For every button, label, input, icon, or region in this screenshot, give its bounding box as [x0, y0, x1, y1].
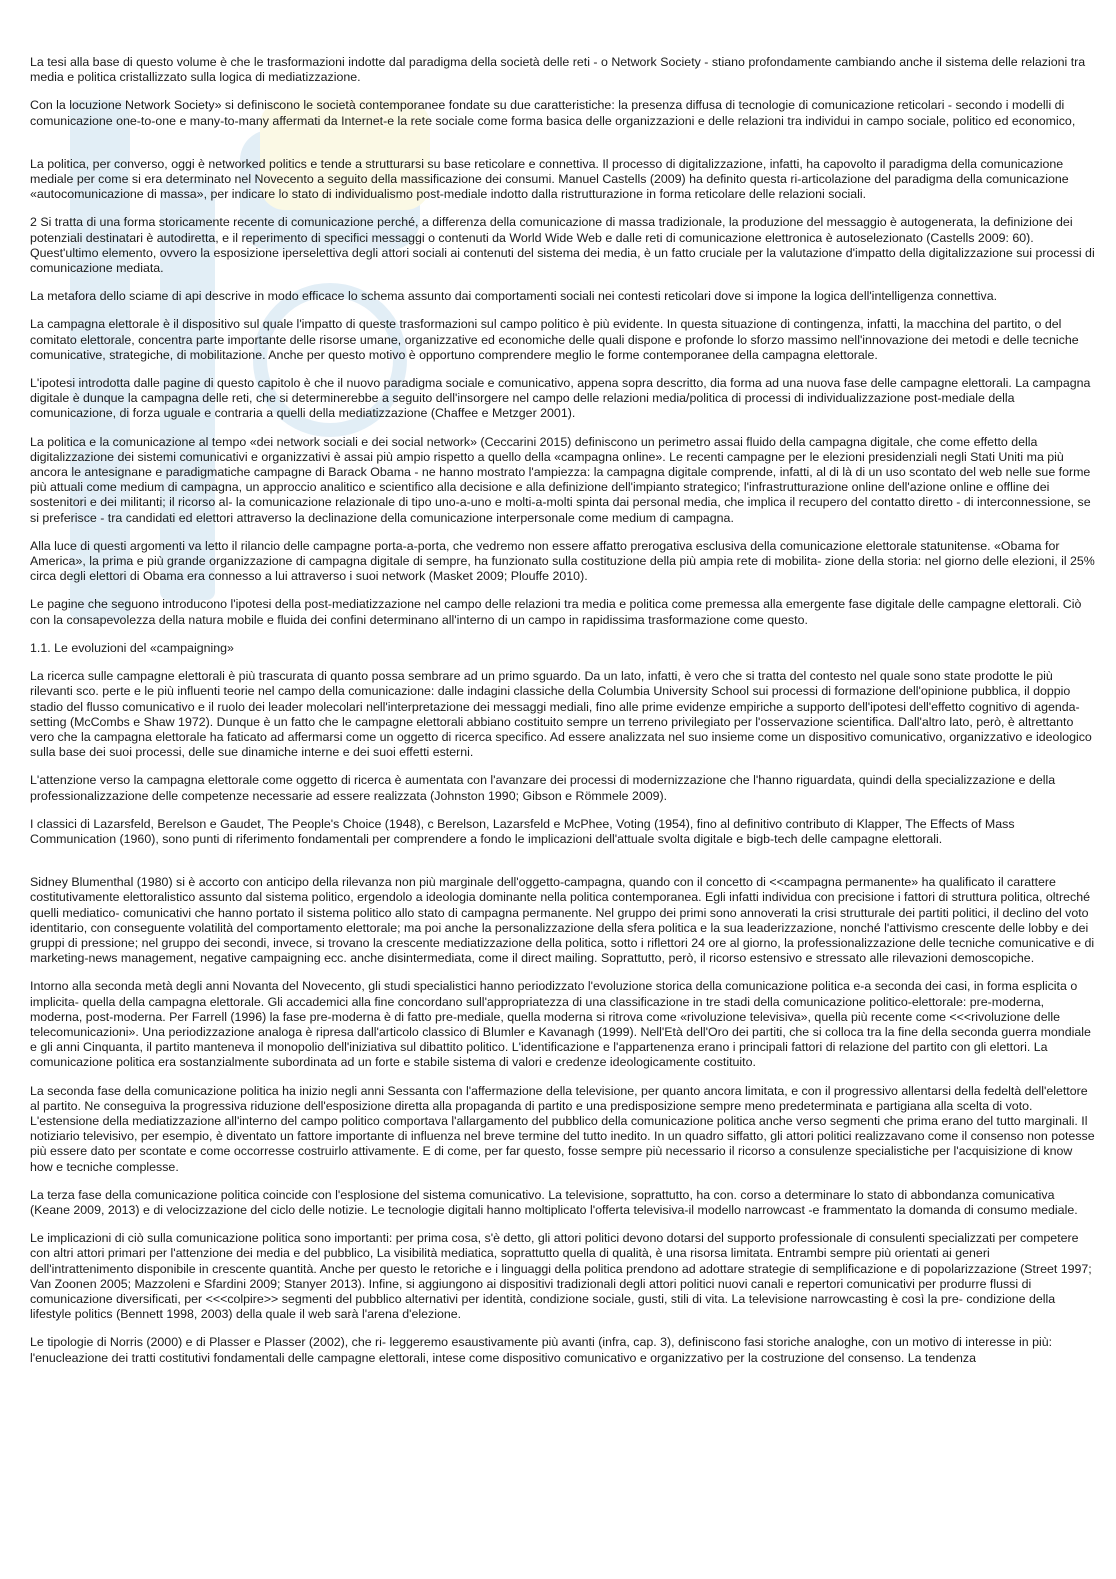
paragraph: Alla luce di questi argomenti va letto il rilancio delle campagne porta-a-porta, che vedremo non essere affatto prerogativa esclusiva della comunicazione elettorale statunitense. «Obama for America», la prima e più grande organizzazione di campagna digitale di sempre, ha funzionato sulla costituzione della più ampia rete di mobilita- zione della storia: nel giorno delle elezioni, il 25% circa degli elettori di Obama era connesso a lui attraverso i suoi network (Masket 2009; Plouffe 2010).	[30, 538, 1095, 584]
paragraph: L'ipotesi introdotta dalle pagine di questo capitolo è che il nuovo paradigma sociale e comunicativo, appena sopra descritto, dia forma ad una nuova fase delle campagne elettorali. La campagna digitale è dunque la campagna delle reti, che si determinerebbe a seguito dell'insorgere nel campo delle relazioni media/politica di processi di individualizzazione post-mediale della comunicazione, di forza uguale e contraria a quelli della mediatizzazione (Chaffee e Metzger 2001).	[30, 376, 1091, 421]
paragraph: L'attenzione verso la campagna elettorale come oggetto di ricerca è aumentata con l'avanzare dei processi di modernizzazione che l'hanno riguardata, quindi della specializzazione e della professionalizzazione delle competenze necessarie ad essere realizzata (Johnston 1990; Gibson e Römmele 2009).	[30, 773, 1056, 803]
paragraph: Sidney Blumenthal (1980) si è accorto con anticipo della rilevanza non più marginale dell'oggetto-campagna, quando con il concetto di <<campagna permanente» ha qualificato il carattere costitutivamente elettoralistico assunto dal sistema politico, ergendolo a ideologia dominante nella politica contemporanea. Egli infatti individua con precisione i fattori di struttura politica, oltreché quelli mediatico- comunicativi che hanno portato il sistema politico allo stato di campagna permanente. Nel gruppo dei primi sono annoverati la crisi strutturale dei partiti politici, il declino del voto identitario, con conseguente volatilità del comportamento elettorale; ma poi anche la personalizzazione della sfera politica e la sua leaderizzazione, nonché l'attivismo crescente delle lobby e dei gruppi di pressione; nel gruppo dei secondi, invece, si trovano la crescente mediatizzazione della politica, sotto i riflettori 24 ore al giorno, la professionalizzazione delle tecniche comunicative e di marketing-news management, negative campaigning ecc. anche disintermediata, come il direct mailing. Soprattutto, però, il ricorso estensivo e stressato alle rilevazioni demoscopiche.	[30, 875, 1095, 966]
paragraph: La politica, per converso, oggi è networked politics e tende a strutturarsi su base reticolare e connettiva. Il processo di digitalizzazione, infatti, ha capovolto il paradigma della comunicazione mediale per come si era determinato nel Novecento a seguito della massificazione dei consumi. Manuel Castells (2009) ha definito questa ri-articolazione del paradigma della comunicazione «autocomunicazione di massa», per indicare lo stato di individualismo post-mediale indotto dalla ristrutturazione in forma reticolare delle relazioni sociali.	[30, 156, 1069, 202]
section-heading: 1.1. Le evoluzioni del «campaigning»	[30, 640, 234, 655]
paragraph: Intorno alla seconda metà degli anni Novanta del Novecento, gli studi specialistici hanno periodizzato l'evoluzione storica della comunicazione politica e-a seconda dei casi, in forma esplicita o implicita- quella della campagna elettorale. Gli accademici alla fine concordano sull'appropriatezza di una classificazione in tre stadi della comunicazione politico-elettorale: pre-moderna, moderna, post-moderna. Per Farrell (1996) la fase pre-moderna è di fatto pre-mediale, quella moderna si ritrova come «rivoluzione televisiva», quella più recente come <<<rivoluzione delle telecomunicazioni». Una periodizzazione analoga è ripresa dall'articolo classico di Blumler e Kavanagh (1999). Nell'Età dell'Oro dei partiti, che si colloca tra la fine della seconda guerra mondiale e gli anni Cinquanta, il partito manteneva il monopolio dell'iniziativa sul dibattito politico. L'identificazione e l'appartenenza erano i principali fattori di relazione del partito con gli elettori. La comunicazione politica era sostanzialmente subordinata ad un forte e stabile sistema di valori e credenze ideologicamente costituito.	[30, 979, 1091, 1070]
paragraph: La ricerca sulle campagne elettorali è più trascurata di quanto possa sembrare ad un primo sguardo. Da un lato, infatti, è vero che si tratta del contesto nel quale sono state prodotte le più rilevanti sco. perte e le più influenti teorie nel campo della comunicazione: dalle indagini classiche della Columbia University School sui processi di formazione dell'opinione pubblica, il doppio stadio del flusso comunicativo e il ruolo dei leader molecolari nell'interpretazione dei messaggi mediali, fino alle prime evidenze empiriche a supporto dell'ipotesi dell'effetto cognitivo di agenda-setting (McCombs e Shaw 1972). Dunque è un fatto che le campagne elettorali abbiano costituito sempre un terreno privilegiato per l'osservazione scientifica. Dall'altro lato, però, è altrettanto vero che la campagna elettorale ha faticato ad affermarsi come un oggetto di ricerca specifico. Ad essere analizzata nel suo insieme come un dispositivo comunicativo, organizzativo e ideologico sulla base dei suoi processi, delle sue dinamiche interne e dei suoi effetti esterni.	[30, 669, 1092, 760]
paragraph: La terza fase della comunicazione politica coincide con l'esplosione del sistema comunicativo. La televisione, soprattutto, ha con. corso a determinare lo stato di abbondanza comunicativa (Keane 2009, 2013) e di velocizzazione del ciclo delle notizie. Le tecnologie digitali hanno moltiplicato l'offerta televisiva-il modello narrowcast -e frammentato la domanda di consumo mediale.	[30, 1187, 1078, 1217]
paragraph: La politica e la comunicazione al tempo «dei network sociali e dei social network» (Ceccarini 2015) definiscono un perimetro assai fluido della campagna digitale, che come effetto della digitalizzazione dei sistemi comunicativi e organizzativi è assai più ampio rispetto a quello della «campagna online». Le recenti campagne per le elezioni presidenziali negli Stati Uniti ma più ancora le antesignane e paradigmatiche campagne di Barack Obama - ne hanno mostrato l'ampiezza: la campagna digitale comprende, infatti, al di là di un uso scontato del web nelle sue forme più attuali come medium di campagna, un approccio analitico e scientifico alla decisione e alla definizione dell'impianto strategico; l'infrastrutturazione online dell'azione online e offline dei sostenitori e dei militanti; il ricorso al- la comunicazione relazionale di tipo uno-a-uno e molti-a-molti spinta dai personal media, che implica il recupero del contatto diretto - di interconnessione, se si preferisce - tra candidati ed elettori attraverso la declinazione della comunicazione interpersonale come medium di campagna.	[30, 434, 1091, 525]
paragraph: Le pagine che seguono introducono l'ipotesi della post-mediatizzazione nel campo delle relazioni tra media e politica come premessa alla emergente fase digitale delle campagne elettorali. Ciò con la consapevolezza della natura mobile e fluida dei confini determinano all'interno di un campo in rapidissima trasformazione come questo.	[30, 597, 1082, 627]
paragraph: La campagna elettorale è il dispositivo sul quale l'impatto di queste trasformazioni sul campo politico è più evidente. In questa situazione di contingenza, infatti, la macchina del partito, o del comitato elettorale, concentra parte importante delle risorse umane, organizzative ed economiche delle quali dispone e profonde lo sforzo massimo nell'innovazione dei metodi e delle tecniche comunicative, strategiche, di mobilitazione. Anche per questo motivo è opportuno comprendere meglio le forme contemporanee della campagna elettorale.	[30, 317, 1079, 362]
paragraph: Con la locuzione Network Society» si definiscono le società contemporanee fondate su due caratteristiche: la presenza diffusa di tecnologie di comunicazione reticolari - secondo i modelli di comunicazione one-to-one e many-to-many affermati da Internet-e la rete sociale come forma basica delle organizzazioni e delle relazioni tra individui in campo sociale, politico ed economico,	[30, 98, 1076, 128]
paragraph: 2 Si tratta di una forma storicamente recente di comunicazione perché, a differenza della comunicazione di massa tradizionale, la produzione del messaggio è autogenerata, la definizione dei potenziali destinatari è autodiretta, e il reperimento di specifici messaggi o contenuti da World Wide Web e dalle reti di comunicazione elettronica è autoselezionato (Castells 2009: 60). Quest'ultimo elemento, ovvero la esposizione iperselettiva degli attori sociali ai contenuti del sistema dei media, è un fatto cruciale per la valutazione d'impatto della digitalizzazione sui processi di comunicazione mediata.	[30, 215, 1095, 276]
paragraph: La tesi alla base di questo volume è che le trasformazioni indotte dal paradigma della società delle reti - o Network Society - stiano profondamente cambiando anche il sistema delle relazioni tra media e politica cristallizzato sulla logica di mediatizzazione.	[30, 55, 1086, 85]
paragraph: La seconda fase della comunicazione politica ha inizio negli anni Sessanta con l'affermazione della televisione, per quanto ancora limitata, e con il progressivo allentarsi della fedeltà dell'elettore al partito. Ne conseguiva la progressiva riduzione dell'esposizione diretta alla propaganda di partito e una predisposizione sempre meno predeterminata e partigiana alla scelta di voto. L'estensione della mediatizzazione all'interno del campo politico comportava l'allargamento del pubblico della comunicazione politica anche verso segmenti che prima erano del tutto marginali. Il notiziario televisivo, per esempio, è diventato un fattore importante di influenza nel breve termine del tutto inedito. In un quadro siffatto, gli attori politici realizzavano come il consenso non potesse più essere dato per scontate e come occorresse costruirlo attivamente. E di come, per far questo, fosse sempre più necessario il ricorso a consulenze specialistiche per l'acquisizione di know how e tecniche complesse.	[30, 1083, 1095, 1174]
paragraph: La metafora dello sciame di api descrive in modo efficace lo schema assunto dai comportamenti sociali nei contesti reticolari dove si impone la logica dell'intelligenza connettiva.	[30, 289, 998, 304]
paragraph: Le tipologie di Norris (2000) e di Plasser e Plasser (2002), che ri- leggeremo esaustivamente più avanti (infra, cap. 3), definiscono fasi storiche analoghe, con un motivo di interesse in più: l'enucleazione dei tratti costitutivi fondamentali delle campagne elettorali, intese come dispositivo comunicativo e organizzativo per la costruzione del consenso. La tendenza	[30, 1335, 1053, 1365]
paragraph: I classici di Lazarsfeld, Berelson e Gaudet, The People's Choice (1948), c Berelson, Lazarsfeld e McPhee, Voting (1954), fino al definitivo contributo di Klapper, The Effects of Mass Communication (1960), sono punti di riferimento fondamentali per comprendere a fondo le implicazioni dell'attuale svolta digitale e bigb-tech delle campagne elettorali.	[30, 816, 1015, 846]
paragraph: Le implicazioni di ciò sulla comunicazione politica sono importanti: per prima cosa, s'è detto, gli attori politici devono dotarsi del supporto professionale di consulenti specializzati per competere con altri attori primari per l'attenzione dei media e del pubblico, La visibilità mediatica, soprattutto quella di qualità, è una risorsa limitata. Entrambi sempre più orientati ai generi dell'intrattenimento disponibile in crescente quantità. Anche per questo le retoriche e i linguaggi della politica prendono ad adottare strategie di semplificazione e di popolarizzazione (Street 1997; Van Zoonen 2005; Mazzoleni e Sfardini 2009; Stanyer 2013). Infine, si aggiungono ai dispositivi tradizionali degli attori politici nuovi canali e repertori comunicativi per produrre flussi di comunicazione diversificati, per <<<colpire>> segmenti del pubblico alternativi per identità, condizione sociale, gusti, stili di vita. La televisione narrowcasting è così la pre- condizione della lifestyle politics (Bennett 1998, 2003) della quale il web sarà l'arena d'elezione.	[30, 1231, 1092, 1322]
